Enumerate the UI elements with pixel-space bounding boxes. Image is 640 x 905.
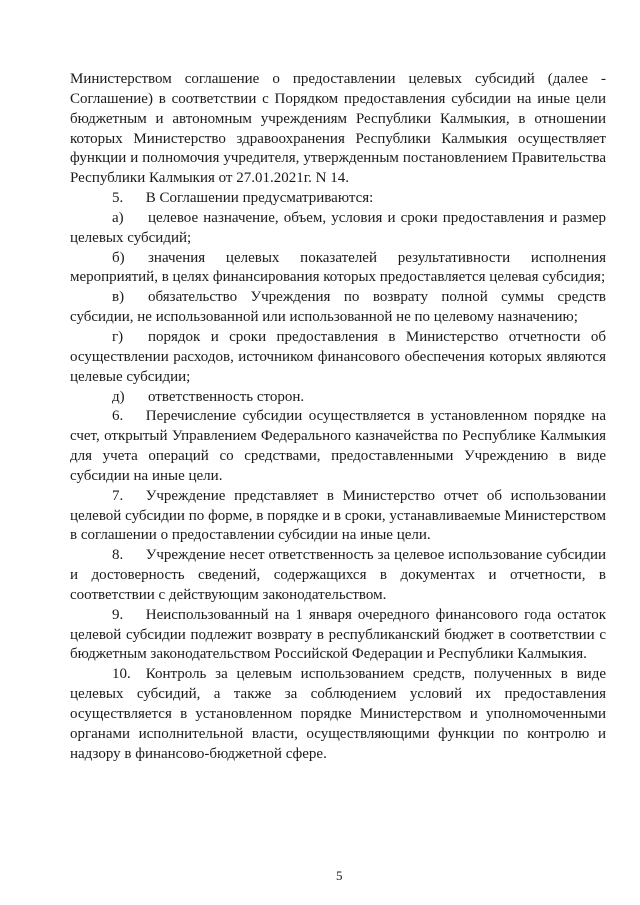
list-marker: д) <box>112 388 125 405</box>
list-marker: в) <box>112 289 125 306</box>
list-item-text: обязательство Учреждения по возврату полной суммы средств субсидии, не использованной или использованной не по целевому назначению; <box>70 289 606 326</box>
page-number: 5 <box>336 868 343 883</box>
list-item-text: ответственность сторон. <box>148 388 305 405</box>
list-item-text: порядок и сроки предоставления в Министерство отчетности об осуществлении расходов, источником финансового обеспечения которых являются целевые субсидии; <box>70 328 606 385</box>
list-item-g <box>70 328 606 388</box>
list-marker: б) <box>112 249 125 266</box>
list-item-a <box>70 209 606 249</box>
paragraph-7: 7. Учреждение представляет в Министерство отчет об использовании целевой субсидии по форме, в порядке и в сроки, устанавливаемые Министерством в соглашении о предоставлении субсидии на иные цели. <box>70 487 606 544</box>
document-body <box>70 70 606 765</box>
paragraph-5: 5. В Соглашении предусматриваются: <box>112 190 374 207</box>
list-item-d <box>70 388 606 408</box>
paragraph-10: 10. Контроль за целевым использованием средств, полученных в виде целевых субсидий, а также за соблюдением условий их предоставления осуществляется в установленном порядке Министерством и уполномоченными органами исполнительной власти, осуществляющими функции по контролю и надзору в финансово-бюджетной сфере. <box>70 666 606 762</box>
list-item-b <box>70 249 606 289</box>
intro-paragraph: Министерством соглашение о предоставлении целевых субсидий (далее - Соглашение) в соответствии с Порядком предоставления субсидии на иные цели бюджетным и автономным учреждениям Республики Калмыкия, в отношении которых Министерство здравоохранения Республики Калмыкия осуществляет функции и полномочия учредителя, утвержденным постановлением Правительства Республики Калмыкия от 27.01.2021г. N 14. <box>70 71 606 187</box>
list-item-text: значения целевых показателей результативности исполнения мероприятий, в целях финансирования которых предоставляется целевая субсидия; <box>70 249 606 286</box>
paragraph-9: 9. Неиспользованный на 1 января очередного финансового года остаток целевой субсидии подлежит возврату в республиканский бюджет в соответствии с бюджетным законодательством Российской Федерации и Республики Калмыкия. <box>70 606 606 663</box>
list-marker: а) <box>112 209 124 226</box>
list-marker: г) <box>112 328 124 345</box>
list-item-v <box>70 288 606 328</box>
paragraph-8: 8. Учреждение несет ответственность за целевое использование субсидии и достоверность сведений, содержащихся в документах и отчетности, в соответствии с действующим законодательством. <box>70 547 606 603</box>
paragraph-6: 6. Перечисление субсидии осуществляется в установленном порядке на счет, открытый Управлением Федерального казначейства по Республике Калмыкия для учета операций со средствами, предоставленными Учреждению в виде субсидии на иные цели. <box>70 408 606 484</box>
list-item-text: целевое назначение, объем, условия и сроки предоставления и размер целевых субсидий; <box>70 209 606 246</box>
